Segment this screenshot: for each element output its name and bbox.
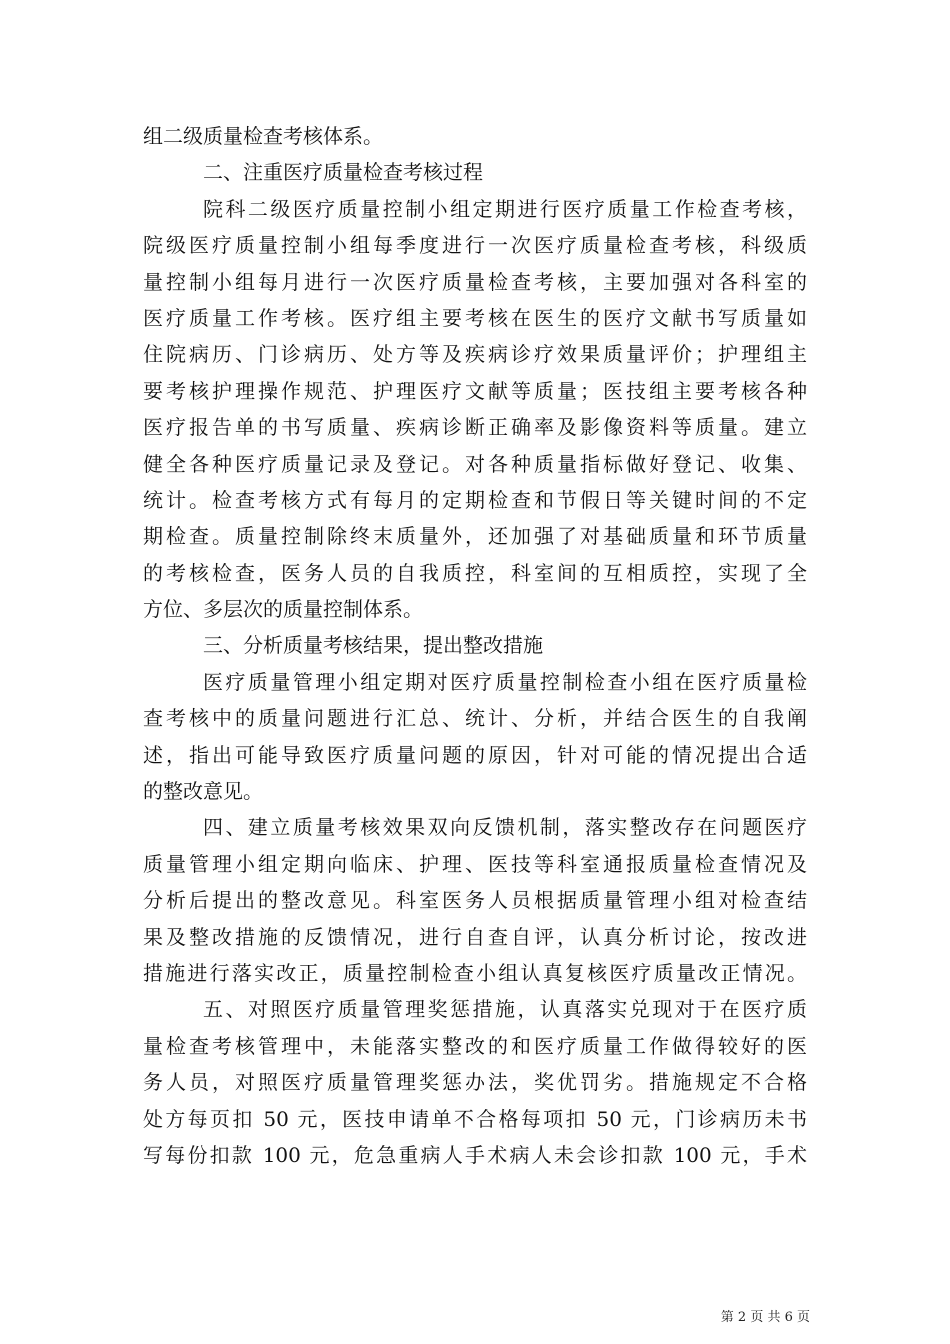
text-line: 质量管理小组定期向临床、护理、医技等科室通报质量检查情况及: [143, 851, 807, 876]
text-line: 医疗质量管理小组定期对医疗质量控制检查小组在医疗质量检: [203, 669, 807, 694]
text-line: 统计。检查考核方式有每月的定期检查和节假日等关键时间的不定: [143, 487, 807, 512]
text-line: 措施进行落实改正，质量控制检查小组认真复核医疗质量改正情况。: [143, 960, 807, 985]
text-line: 方位、多层次的质量控制体系。: [143, 597, 423, 622]
text-line: 务人员，对照医疗质量管理奖惩办法，奖优罚劣。措施规定不合格: [143, 1070, 807, 1095]
text-line: 查考核中的质量问题进行汇总、统计、分析，并结合医生的自我阐: [143, 706, 807, 731]
text-line: 写每份扣款 100 元，危急重病人手术病人未会诊扣款 100 元，手术: [143, 1142, 807, 1167]
text-line: 要考核护理操作规范、护理医疗文献等质量；医技组主要考核各种: [143, 378, 807, 403]
text-line: 量检查考核管理中，未能落实整改的和医疗质量工作做得较好的医: [143, 1033, 807, 1058]
text-line: 期检查。质量控制除终末质量外，还加强了对基础质量和环节质量: [143, 524, 807, 549]
text-line: 医疗质量工作考核。医疗组主要考核在医生的医疗文献书写质量如: [143, 305, 807, 330]
text-line: 分析后提出的整改意见。科室医务人员根据质量管理小组对检查结: [143, 888, 807, 913]
text-line: 述，指出可能导致医疗质量问题的原因，针对可能的情况提出合适: [143, 742, 807, 767]
text-line: 三、分析质量考核结果，提出整改措施: [203, 633, 543, 658]
text-line: 健全各种医疗质量记录及登记。对各种质量指标做好登记、收集、: [143, 451, 807, 476]
body-text: [143, 118, 807, 1173]
text-line: 院级医疗质量控制小组每季度进行一次医疗质量检查考核，科级质: [143, 233, 807, 258]
text-line: 的整改意见。: [143, 779, 263, 804]
text-line: 处方每页扣 50 元，医技申请单不合格每项扣 50 元，门诊病历未书: [143, 1106, 807, 1131]
page-number-footer: 第 2 页 共 6 页: [720, 1310, 810, 1325]
text-line: 五、对照医疗质量管理奖惩措施，认真落实兑现对于在医疗质: [203, 997, 807, 1022]
text-line: 医疗报告单的书写质量、疾病诊断正确率及影像资料等质量。建立: [143, 415, 807, 440]
text-line: 二、注重医疗质量检查考核过程: [203, 160, 483, 185]
text-line: 果及整改措施的反馈情况，进行自查自评，认真分析讨论，按改进: [143, 924, 807, 949]
text-line: 的考核检查，医务人员的自我质控，科室间的互相质控，实现了全: [143, 560, 807, 585]
text-line: 住院病历、门诊病历、处方等及疾病诊疗效果质量评价；护理组主: [143, 342, 807, 367]
text-line: 四、建立质量考核效果双向反馈机制，落实整改存在问题医疗: [203, 815, 807, 840]
text-line: 组二级质量检查考核体系。: [143, 124, 383, 148]
text-line: 量控制小组每月进行一次医疗质量检查考核，主要加强对各科室的: [143, 269, 807, 294]
text-line: 院科二级医疗质量控制小组定期进行医疗质量工作检查考核，: [203, 196, 807, 221]
